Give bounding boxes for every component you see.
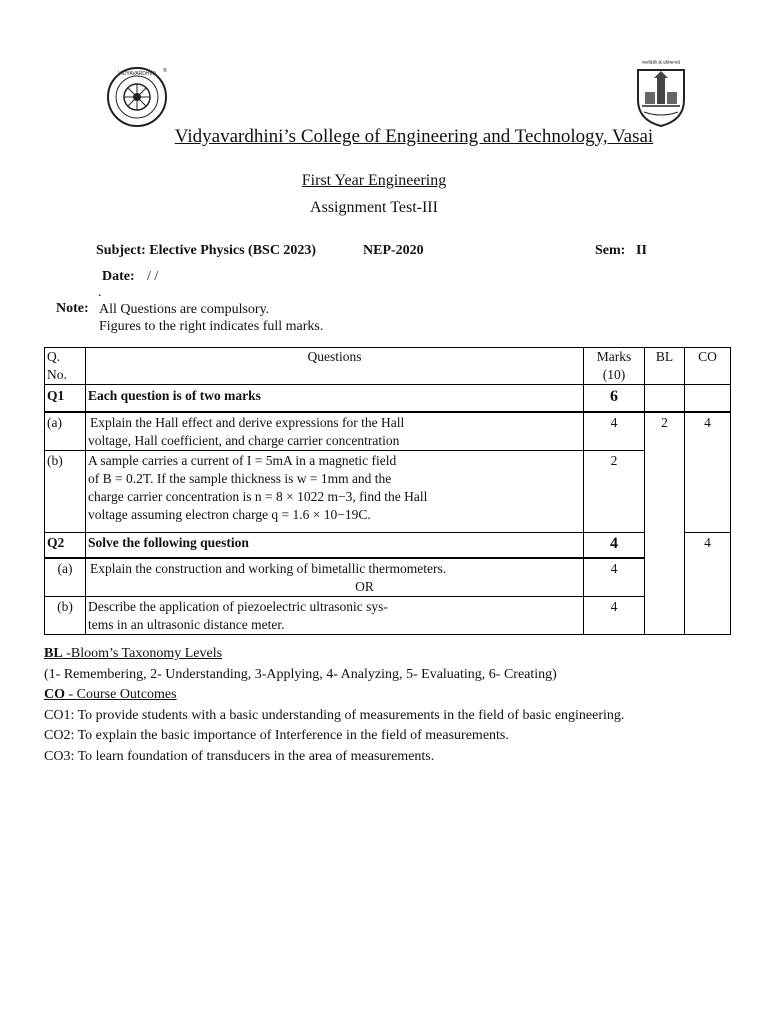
right-logo-text: मानविकी के प्रतिमानार्थ xyxy=(642,61,680,66)
note-line-2: Figures to the right indicates full marks. xyxy=(99,319,324,334)
q1-no: Q1 xyxy=(45,385,86,412)
test-title: Assignment Test-III xyxy=(310,199,438,216)
sem-label: Sem: xyxy=(595,243,626,258)
co2-text: CO2: To explain the basic importance of Interference in the field of measurements. xyxy=(44,728,509,743)
header-marks-line1: Marks xyxy=(596,349,632,364)
q2b-line1: Describe the application of piezoelectric ultrasonic sys- xyxy=(88,599,388,614)
q1b-marks: 2 xyxy=(584,450,645,532)
q1b-line2: of B = 0.2T. If the sample thickness is w = 1mm and the xyxy=(88,470,392,486)
note-label: Note: xyxy=(56,301,89,316)
stray-dot: . xyxy=(98,285,102,300)
sem-value: II xyxy=(636,243,647,258)
q1b-line4: voltage assuming electron charge q = 1.6 × 10−19C. xyxy=(88,506,371,522)
year-title: First Year Engineering xyxy=(301,172,447,189)
q2a-or: OR xyxy=(355,579,374,594)
q1b-label: (b) xyxy=(45,450,86,532)
q2b-row xyxy=(45,597,731,635)
nep-text: NEP-2020 xyxy=(363,243,424,258)
q1a-line2: voltage, Hall coefficient, and charge carrier concentration xyxy=(88,432,400,448)
header-marks-line2: (10) xyxy=(602,367,626,382)
college-name: Vidyavardhini’s College of Engineering and Technology, Vasai xyxy=(174,126,654,147)
q2b-label: (b) xyxy=(45,597,86,635)
svg-text:®: ® xyxy=(163,68,167,74)
university-crest-icon xyxy=(630,58,692,130)
co-legend xyxy=(44,687,177,703)
q1a-row xyxy=(45,412,731,451)
header-qno-line2: No. xyxy=(47,367,67,382)
q1-title-row xyxy=(45,385,731,412)
q1-marks: 6 xyxy=(584,385,645,412)
q1-title: Each question is of two marks xyxy=(86,385,584,412)
date-label: Date: xyxy=(102,269,135,284)
q1b-line1: A sample carries a current of I = 5mA in a magnetic field xyxy=(88,452,397,468)
bl-levels: (1- Remembering, 2- Understanding, 3-Applying, 4- Analyzing, 5- Evaluating, 6- Creating) xyxy=(44,667,557,682)
date-value: / / xyxy=(147,269,159,284)
co3-text: CO3: To learn foundation of transducers in the area of measurements. xyxy=(44,749,435,764)
q1a-label: (a) xyxy=(45,412,86,451)
q2a-row xyxy=(45,558,731,597)
q1b-row xyxy=(45,450,731,532)
header-qno-line1: Q. xyxy=(47,349,61,364)
q2-no: Q2 xyxy=(45,532,86,558)
header-bl: BL xyxy=(645,348,685,385)
q2a-label: (a) xyxy=(45,558,86,597)
vidyavardhini-seal-icon xyxy=(106,66,168,128)
table-header-row xyxy=(45,348,731,385)
co-desc: - Course Outcomes xyxy=(65,687,177,702)
q2a-line1: Explain the construction and working of bimetallic thermometers. xyxy=(90,561,447,576)
header-qno xyxy=(45,348,86,385)
bl-desc: -Bloom’s Taxonomy Levels xyxy=(62,646,223,661)
q2-co-cell: 4 xyxy=(685,532,731,635)
bl-legend xyxy=(44,646,222,662)
q1a-text xyxy=(86,412,584,451)
bl-abbr: BL xyxy=(44,646,63,661)
q1a-line1: Explain the Hall effect and derive expressions for the Hall xyxy=(90,414,405,430)
left-logo-text: VIDYAVARDHINI xyxy=(118,71,156,77)
q2-marks: 4 xyxy=(584,532,645,558)
q2b-line2: tems in an ultrasonic distance meter. xyxy=(88,617,285,632)
co1-text: CO1: To provide students with a basic understanding of measurements in the field of basic engineering. xyxy=(44,708,625,723)
header-co: CO xyxy=(685,348,731,385)
header-marks xyxy=(584,348,645,385)
q2a-text xyxy=(86,558,584,597)
q2a-marks: 4 xyxy=(584,558,645,597)
q1-co-cell: 4 xyxy=(685,412,731,533)
q2-title: Solve the following question xyxy=(86,532,584,558)
q1a-marks: 4 xyxy=(584,412,645,451)
note-line-1: All Questions are compulsory. xyxy=(99,302,270,317)
subject-text: Subject: Elective Physics (BSC 2023) xyxy=(96,243,317,258)
q1-bl-empty xyxy=(645,385,685,412)
q1b-text xyxy=(86,450,584,532)
co-abbr: CO xyxy=(44,687,65,702)
q-bl-cell: 2 xyxy=(645,412,685,635)
q2b-marks: 4 xyxy=(584,597,645,635)
header-questions: Questions xyxy=(86,348,584,385)
q1-co-empty xyxy=(685,385,731,412)
q2b-text xyxy=(86,597,584,635)
questions-table xyxy=(44,347,731,635)
q1b-line3: charge carrier concentration is n = 8 × 1022 m−3, find the Hall xyxy=(88,488,428,504)
q2-title-row xyxy=(45,532,731,558)
